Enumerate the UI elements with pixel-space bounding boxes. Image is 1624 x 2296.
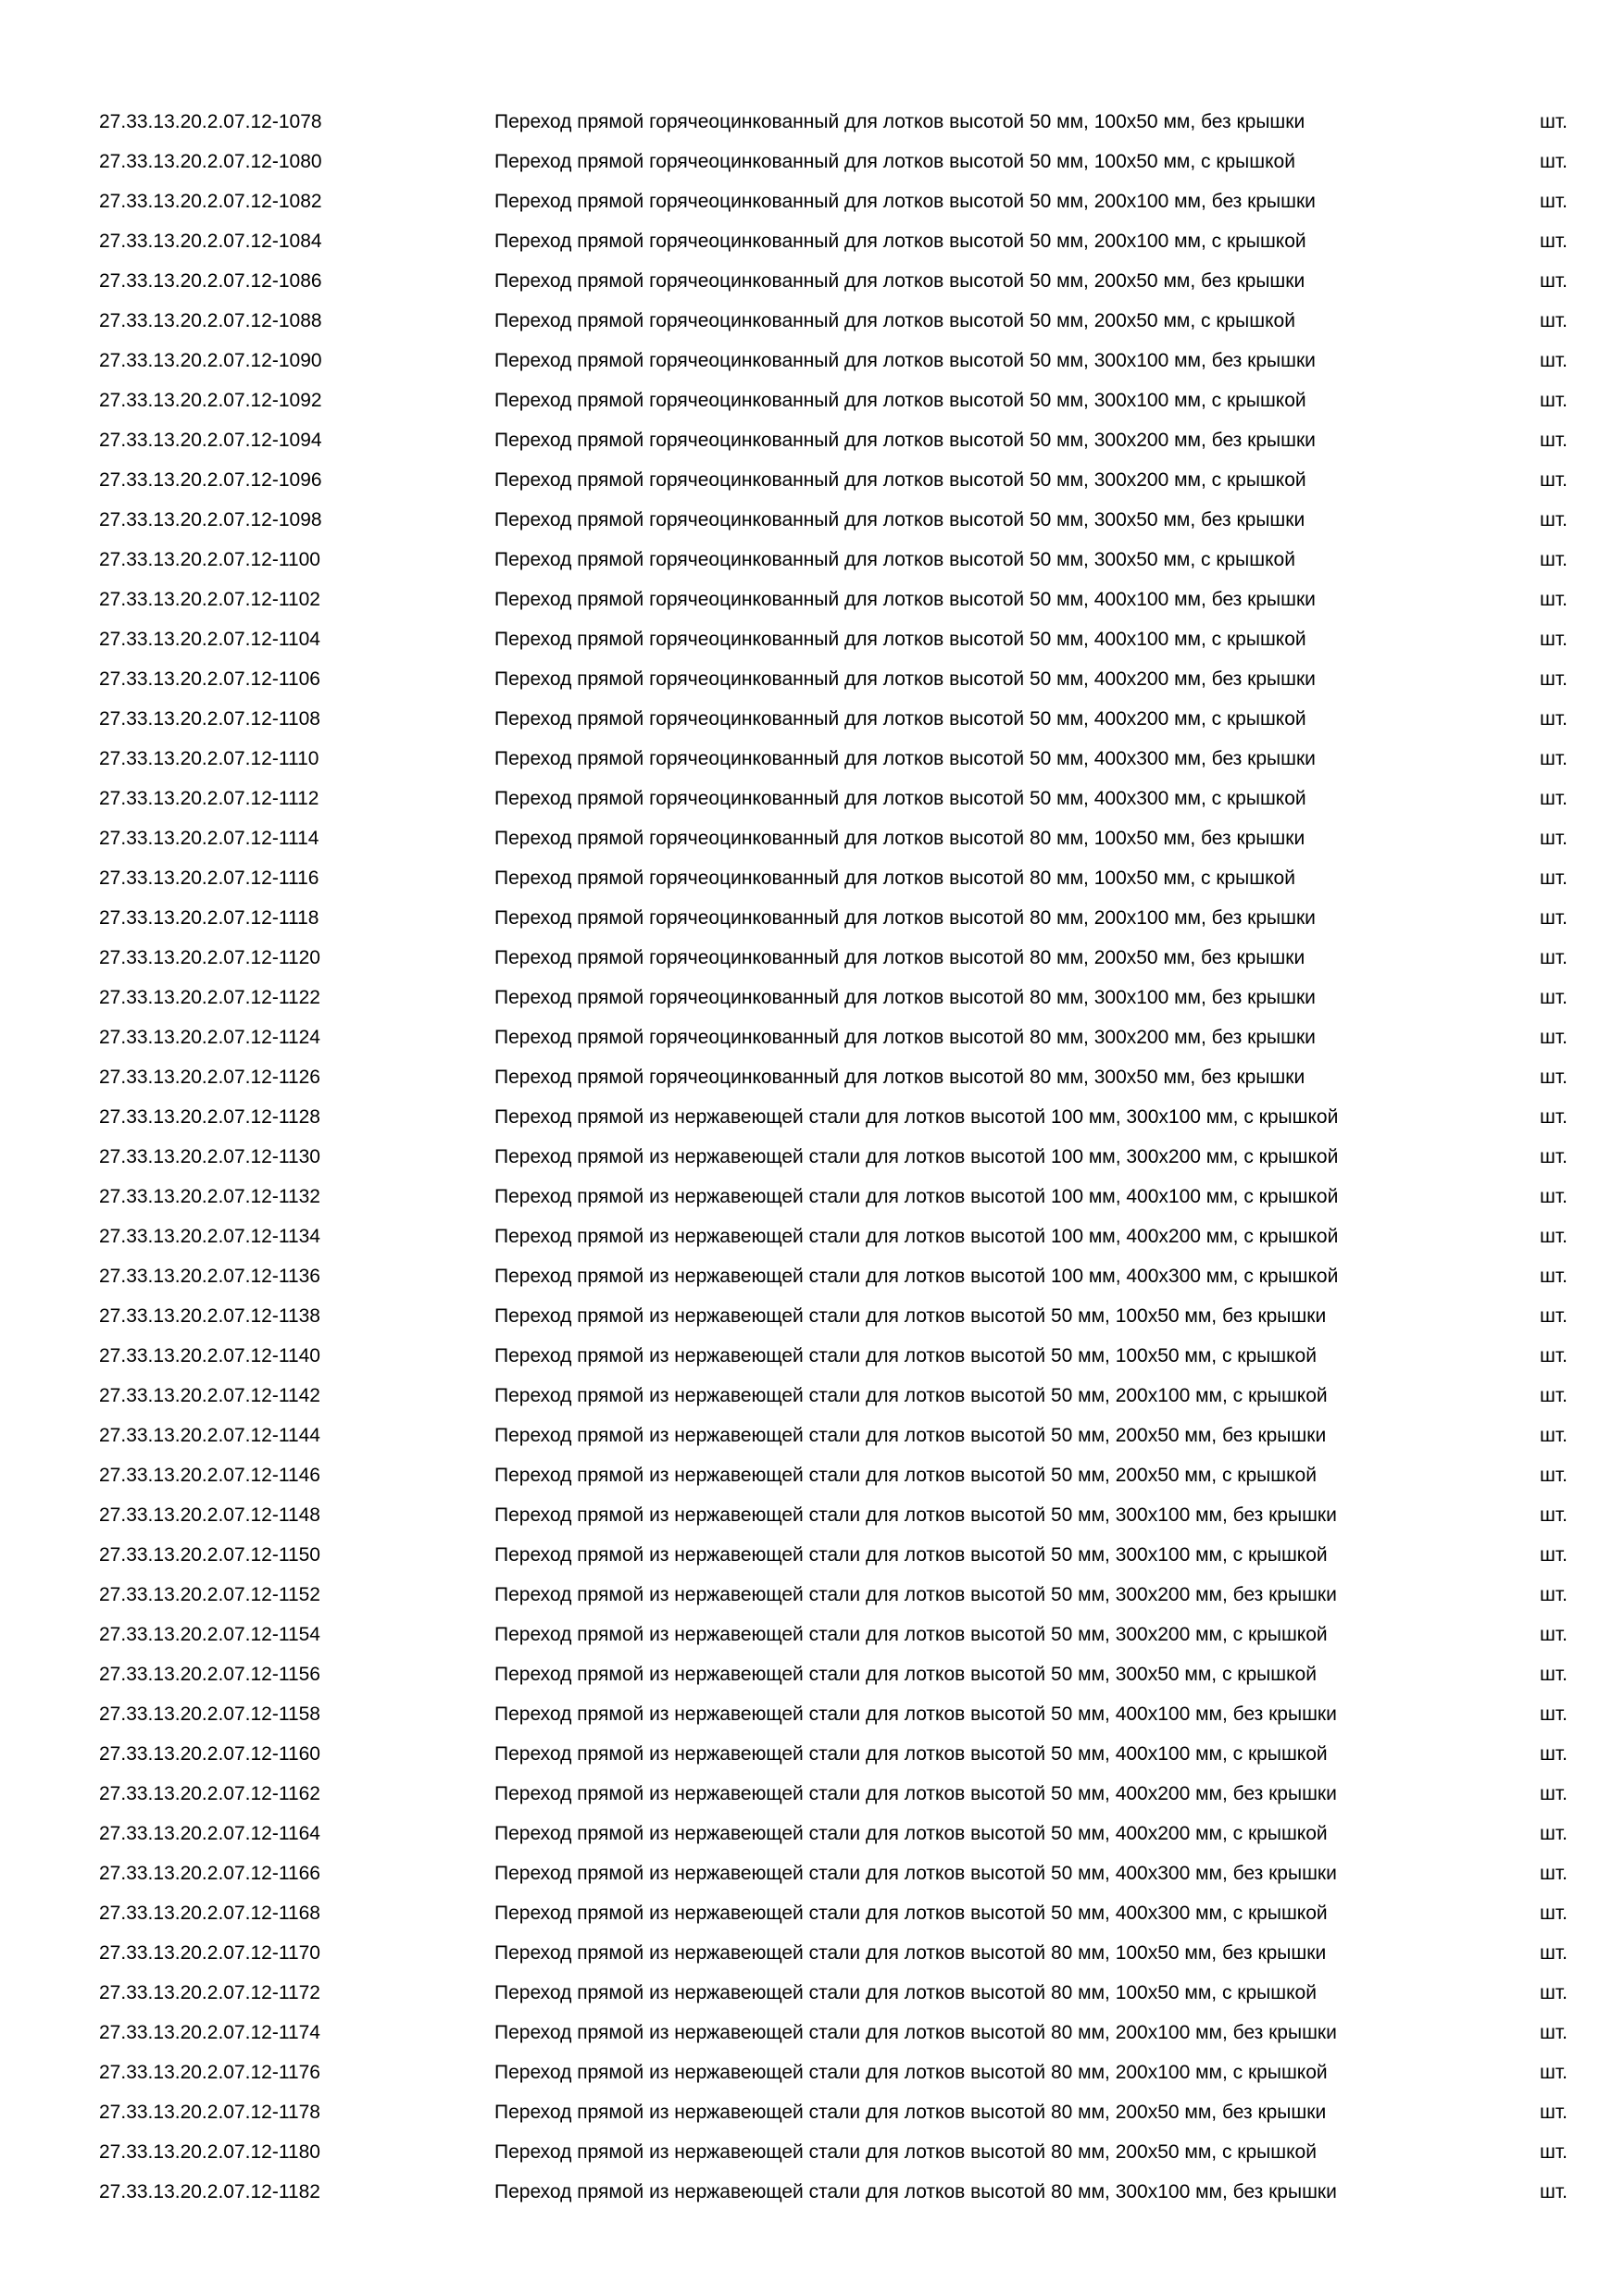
table-row (0, 739, 1624, 779)
item-description: Переход прямой из нержавеющей стали для лотков высотой 80 мм, 200x100 мм, без крышки (494, 2022, 1337, 2043)
item-unit: шт. (1540, 1504, 1568, 1526)
item-description: Переход прямой горячеоцинкованный для лотков высотой 50 мм, 400x300 мм, с крышкой (494, 788, 1306, 809)
item-code: 27.33.13.20.2.07.12-1100 (99, 549, 320, 570)
item-description: Переход прямой из нержавеющей стали для лотков высотой 80 мм, 100x50 мм, с крышкой (494, 1982, 1317, 2003)
item-code: 27.33.13.20.2.07.12-1112 (99, 788, 319, 809)
item-unit: шт. (1540, 1385, 1568, 1406)
item-code: 27.33.13.20.2.07.12-1124 (99, 1027, 320, 1048)
item-code: 27.33.13.20.2.07.12-1094 (99, 430, 322, 451)
table-row (0, 221, 1624, 261)
item-description: Переход прямой горячеоцинкованный для лотков высотой 50 мм, 200x100 мм, без крышки (494, 191, 1316, 212)
item-description: Переход прямой из нержавеющей стали для лотков высотой 80 мм, 200x50 мм, без крышки (494, 2102, 1327, 2123)
item-code: 27.33.13.20.2.07.12-1154 (99, 1624, 320, 1645)
item-description: Переход прямой из нержавеющей стали для лотков высотой 50 мм, 300x100 мм, с крышкой (494, 1544, 1328, 1566)
table-row (0, 1416, 1624, 1455)
item-description: Переход прямой горячеоцинкованный для лотков высотой 50 мм, 300x100 мм, без крышки (494, 350, 1316, 371)
item-code: 27.33.13.20.2.07.12-1160 (99, 1743, 320, 1765)
item-unit: шт. (1540, 1823, 1568, 1844)
item-code: 27.33.13.20.2.07.12-1142 (99, 1385, 320, 1406)
item-code: 27.33.13.20.2.07.12-1180 (99, 2141, 320, 2163)
item-unit: шт. (1540, 231, 1568, 252)
item-description: Переход прямой из нержавеющей стали для лотков высотой 80 мм, 200x50 мм, с крышкой (494, 2141, 1317, 2163)
item-code: 27.33.13.20.2.07.12-1158 (99, 1703, 320, 1725)
table-row (0, 580, 1624, 619)
item-unit: шт. (1540, 629, 1568, 650)
item-code: 27.33.13.20.2.07.12-1120 (99, 947, 320, 968)
item-description: Переход прямой горячеоцинкованный для лотков высотой 50 мм, 300x50 мм, без крышки (494, 509, 1305, 530)
table-row (0, 858, 1624, 898)
item-unit: шт. (1540, 350, 1568, 371)
item-description: Переход прямой из нержавеющей стали для лотков высотой 100 мм, 300x200 мм, с крышкой (494, 1146, 1339, 1167)
table-row (0, 1495, 1624, 1535)
item-unit: шт. (1540, 1783, 1568, 1804)
item-unit: шт. (1540, 2022, 1568, 2043)
table-row (0, 1774, 1624, 1814)
table-row (0, 1535, 1624, 1575)
item-unit: шт. (1540, 589, 1568, 610)
table-row (0, 1694, 1624, 1734)
item-code: 27.33.13.20.2.07.12-1114 (99, 828, 319, 849)
item-description: Переход прямой горячеоцинкованный для лотков высотой 50 мм, 400x200 мм, с крышкой (494, 708, 1306, 730)
item-unit: шт. (1540, 1982, 1568, 2003)
table-row (0, 1217, 1624, 1256)
item-description: Переход прямой из нержавеющей стали для лотков высотой 100 мм, 400x100 мм, с крышкой (494, 1186, 1339, 1207)
table-row (0, 818, 1624, 858)
item-code: 27.33.13.20.2.07.12-1140 (99, 1345, 320, 1366)
item-description: Переход прямой горячеоцинкованный для лотков высотой 80 мм, 200x100 мм, без крышки (494, 907, 1316, 929)
item-code: 27.33.13.20.2.07.12-1106 (99, 668, 320, 690)
item-description: Переход прямой горячеоцинкованный для лотков высотой 80 мм, 100x50 мм, без крышки (494, 828, 1305, 849)
item-unit: шт. (1540, 1743, 1568, 1765)
table-row (0, 938, 1624, 978)
item-code: 27.33.13.20.2.07.12-1128 (99, 1106, 320, 1128)
item-code: 27.33.13.20.2.07.12-1116 (99, 867, 319, 889)
item-unit: шт. (1540, 1903, 1568, 1924)
item-description: Переход прямой из нержавеющей стали для лотков высотой 50 мм, 400x100 мм, без крышки (494, 1703, 1337, 1725)
item-description: Переход прямой горячеоцинкованный для лотков высотой 80 мм, 300x100 мм, без крышки (494, 987, 1316, 1008)
item-unit: шт. (1540, 430, 1568, 451)
item-unit: шт. (1540, 1226, 1568, 1247)
item-unit: шт. (1540, 111, 1568, 132)
item-unit: шт. (1540, 1425, 1568, 1446)
item-unit: шт. (1540, 509, 1568, 530)
item-description: Переход прямой горячеоцинкованный для лотков высотой 50 мм, 400x200 мм, без крышки (494, 668, 1316, 690)
item-code: 27.33.13.20.2.07.12-1108 (99, 708, 320, 730)
item-description: Переход прямой горячеоцинкованный для лотков высотой 50 мм, 400x300 мм, без крышки (494, 748, 1316, 769)
item-code: 27.33.13.20.2.07.12-1130 (99, 1146, 320, 1167)
item-description: Переход прямой горячеоцинкованный для лотков высотой 80 мм, 300x50 мм, без крышки (494, 1067, 1305, 1088)
item-description: Переход прямой из нержавеющей стали для лотков высотой 50 мм, 200x50 мм, с крышкой (494, 1465, 1317, 1486)
item-description: Переход прямой из нержавеющей стали для лотков высотой 50 мм, 200x100 мм, с крышкой (494, 1385, 1328, 1406)
table-row (0, 500, 1624, 540)
item-code: 27.33.13.20.2.07.12-1138 (99, 1305, 320, 1327)
table-row (0, 898, 1624, 938)
item-code: 27.33.13.20.2.07.12-1102 (99, 589, 320, 610)
item-description: Переход прямой горячеоцинкованный для лотков высотой 50 мм, 300x200 мм, без крышки (494, 430, 1316, 451)
table-row (0, 102, 1624, 142)
item-code: 27.33.13.20.2.07.12-1122 (99, 987, 320, 1008)
item-description: Переход прямой из нержавеющей стали для лотков высотой 80 мм, 100x50 мм, без крышки (494, 1942, 1327, 1964)
item-unit: шт. (1540, 1942, 1568, 1964)
item-code: 27.33.13.20.2.07.12-1182 (99, 2181, 320, 2202)
table-row (0, 1853, 1624, 1893)
table-row (0, 2053, 1624, 2092)
item-unit: шт. (1540, 151, 1568, 172)
item-unit: шт. (1540, 947, 1568, 968)
table-row (0, 1734, 1624, 1774)
item-description: Переход прямой из нержавеющей стали для лотков высотой 50 мм, 100x50 мм, с крышкой (494, 1345, 1317, 1366)
item-unit: шт. (1540, 1863, 1568, 1884)
item-unit: шт. (1540, 2141, 1568, 2163)
item-unit: шт. (1540, 867, 1568, 889)
table-row (0, 181, 1624, 221)
item-description: Переход прямой горячеоцинкованный для лотков высотой 50 мм, 300x200 мм, с крышкой (494, 469, 1306, 491)
item-code: 27.33.13.20.2.07.12-1132 (99, 1186, 320, 1207)
table-row (0, 2132, 1624, 2172)
table-row (0, 1296, 1624, 1336)
item-unit: шт. (1540, 1544, 1568, 1566)
item-unit: шт. (1540, 2062, 1568, 2083)
item-code: 27.33.13.20.2.07.12-1088 (99, 310, 322, 331)
item-unit: шт. (1540, 788, 1568, 809)
table-row (0, 301, 1624, 341)
item-unit: шт. (1540, 1106, 1568, 1128)
item-unit: шт. (1540, 310, 1568, 331)
item-description: Переход прямой из нержавеющей стали для лотков высотой 50 мм, 300x200 мм, без крышки (494, 1584, 1337, 1605)
item-description: Переход прямой горячеоцинкованный для лотков высотой 50 мм, 200x100 мм, с крышкой (494, 231, 1306, 252)
table-row (0, 381, 1624, 420)
item-description: Переход прямой из нержавеющей стали для лотков высотой 100 мм, 400x200 мм, с крышкой (494, 1226, 1339, 1247)
table-row (0, 1097, 1624, 1137)
table-row (0, 1814, 1624, 1853)
item-code: 27.33.13.20.2.07.12-1078 (99, 111, 322, 132)
item-unit: шт. (1540, 828, 1568, 849)
item-description: Переход прямой горячеоцинкованный для лотков высотой 50 мм, 400x100 мм, с крышкой (494, 629, 1306, 650)
table-row (0, 659, 1624, 699)
item-description: Переход прямой горячеоцинкованный для лотков высотой 80 мм, 200x50 мм, без крышки (494, 947, 1305, 968)
table-row (0, 1654, 1624, 1694)
item-code: 27.33.13.20.2.07.12-1174 (99, 2022, 320, 2043)
item-description: Переход прямой из нержавеющей стали для лотков высотой 100 мм, 400x300 мм, с крышкой (494, 1266, 1339, 1287)
item-code: 27.33.13.20.2.07.12-1086 (99, 270, 322, 292)
item-unit: шт. (1540, 1664, 1568, 1685)
item-code: 27.33.13.20.2.07.12-1176 (99, 2062, 320, 2083)
price-list-table (0, 102, 1624, 2212)
table-row (0, 978, 1624, 1017)
item-description: Переход прямой из нержавеющей стали для лотков высотой 50 мм, 400x200 мм, без крышки (494, 1783, 1337, 1804)
item-description: Переход прямой горячеоцинкованный для лотков высотой 80 мм, 100x50 мм, с крышкой (494, 867, 1295, 889)
table-row (0, 1575, 1624, 1615)
item-description: Переход прямой из нержавеющей стали для лотков высотой 100 мм, 300x100 мм, с крышкой (494, 1106, 1339, 1128)
item-unit: шт. (1540, 748, 1568, 769)
item-description: Переход прямой горячеоцинкованный для лотков высотой 50 мм, 300x50 мм, с крышкой (494, 549, 1295, 570)
item-code: 27.33.13.20.2.07.12-1170 (99, 1942, 320, 1964)
item-code: 27.33.13.20.2.07.12-1080 (99, 151, 322, 172)
item-code: 27.33.13.20.2.07.12-1110 (99, 748, 319, 769)
item-code: 27.33.13.20.2.07.12-1118 (99, 907, 319, 929)
item-code: 27.33.13.20.2.07.12-1178 (99, 2102, 320, 2123)
item-description: Переход прямой горячеоцинкованный для лотков высотой 80 мм, 300x200 мм, без крышки (494, 1027, 1316, 1048)
item-unit: шт. (1540, 708, 1568, 730)
item-unit: шт. (1540, 1146, 1568, 1167)
item-unit: шт. (1540, 1067, 1568, 1088)
item-description: Переход прямой горячеоцинкованный для лотков высотой 50 мм, 100x50 мм, без крышки (494, 111, 1305, 132)
table-row (0, 1177, 1624, 1217)
item-description: Переход прямой из нержавеющей стали для лотков высотой 50 мм, 300x200 мм, с крышкой (494, 1624, 1328, 1645)
table-row (0, 540, 1624, 580)
item-unit: шт. (1540, 1305, 1568, 1327)
item-description: Переход прямой горячеоцинкованный для лотков высотой 50 мм, 400x100 мм, без крышки (494, 589, 1316, 610)
item-code: 27.33.13.20.2.07.12-1148 (99, 1504, 320, 1526)
item-unit: шт. (1540, 549, 1568, 570)
table-row (0, 1017, 1624, 1057)
item-unit: шт. (1540, 1186, 1568, 1207)
item-unit: шт. (1540, 1465, 1568, 1486)
item-code: 27.33.13.20.2.07.12-1172 (99, 1982, 320, 2003)
item-description: Переход прямой горячеоцинкованный для лотков высотой 50 мм, 100x50 мм, с крышкой (494, 151, 1295, 172)
table-row (0, 1057, 1624, 1097)
table-row (0, 1893, 1624, 1933)
item-code: 27.33.13.20.2.07.12-1144 (99, 1425, 320, 1446)
item-code: 27.33.13.20.2.07.12-1146 (99, 1465, 320, 1486)
item-description: Переход прямой из нержавеющей стали для лотков высотой 50 мм, 200x50 мм, без крышки (494, 1425, 1327, 1446)
item-unit: шт. (1540, 907, 1568, 929)
table-row (0, 619, 1624, 659)
table-row (0, 2013, 1624, 2053)
item-code: 27.33.13.20.2.07.12-1168 (99, 1903, 320, 1924)
item-unit: шт. (1540, 390, 1568, 411)
table-row (0, 341, 1624, 381)
item-code: 27.33.13.20.2.07.12-1166 (99, 1863, 320, 1884)
item-description: Переход прямой из нержавеющей стали для лотков высотой 50 мм, 400x100 мм, с крышкой (494, 1743, 1328, 1765)
item-description: Переход прямой из нержавеющей стали для лотков высотой 50 мм, 400x200 мм, с крышкой (494, 1823, 1328, 1844)
item-unit: шт. (1540, 668, 1568, 690)
item-description: Переход прямой горячеоцинкованный для лотков высотой 50 мм, 200x50 мм, с крышкой (494, 310, 1295, 331)
item-code: 27.33.13.20.2.07.12-1084 (99, 231, 322, 252)
item-code: 27.33.13.20.2.07.12-1092 (99, 390, 322, 411)
item-code: 27.33.13.20.2.07.12-1126 (99, 1067, 320, 1088)
table-row (0, 261, 1624, 301)
table-row (0, 699, 1624, 739)
table-row (0, 142, 1624, 181)
table-row (0, 1336, 1624, 1376)
item-description: Переход прямой горячеоцинкованный для лотков высотой 50 мм, 200x50 мм, без крышки (494, 270, 1305, 292)
table-row (0, 460, 1624, 500)
table-row (0, 1256, 1624, 1296)
item-unit: шт. (1540, 2181, 1568, 2202)
item-unit: шт. (1540, 1266, 1568, 1287)
table-row (0, 1973, 1624, 2013)
table-row (0, 1137, 1624, 1177)
item-code: 27.33.13.20.2.07.12-1156 (99, 1664, 320, 1685)
item-description: Переход прямой из нержавеющей стали для лотков высотой 50 мм, 100x50 мм, без крышки (494, 1305, 1327, 1327)
item-code: 27.33.13.20.2.07.12-1136 (99, 1266, 320, 1287)
item-code: 27.33.13.20.2.07.12-1152 (99, 1584, 320, 1605)
item-unit: шт. (1540, 191, 1568, 212)
item-code: 27.33.13.20.2.07.12-1164 (99, 1823, 320, 1844)
item-unit: шт. (1540, 1584, 1568, 1605)
item-code: 27.33.13.20.2.07.12-1096 (99, 469, 322, 491)
item-description: Переход прямой из нержавеющей стали для лотков высотой 80 мм, 300x100 мм, без крышки (494, 2181, 1337, 2202)
item-unit: шт. (1540, 2102, 1568, 2123)
table-row (0, 2092, 1624, 2132)
item-code: 27.33.13.20.2.07.12-1134 (99, 1226, 320, 1247)
item-description: Переход прямой из нержавеющей стали для лотков высотой 50 мм, 400x300 мм, без крышки (494, 1863, 1337, 1884)
item-unit: шт. (1540, 469, 1568, 491)
item-unit: шт. (1540, 1345, 1568, 1366)
table-row (0, 1455, 1624, 1495)
item-unit: шт. (1540, 1624, 1568, 1645)
item-unit: шт. (1540, 270, 1568, 292)
item-code: 27.33.13.20.2.07.12-1098 (99, 509, 322, 530)
item-description: Переход прямой из нержавеющей стали для лотков высотой 80 мм, 200x100 мм, с крышкой (494, 2062, 1328, 2083)
item-code: 27.33.13.20.2.07.12-1082 (99, 191, 322, 212)
item-description: Переход прямой горячеоцинкованный для лотков высотой 50 мм, 300x100 мм, с крышкой (494, 390, 1306, 411)
table-row (0, 2172, 1624, 2212)
item-unit: шт. (1540, 987, 1568, 1008)
item-code: 27.33.13.20.2.07.12-1090 (99, 350, 322, 371)
table-row (0, 420, 1624, 460)
item-description: Переход прямой из нержавеющей стали для лотков высотой 50 мм, 300x50 мм, с крышкой (494, 1664, 1317, 1685)
item-code: 27.33.13.20.2.07.12-1162 (99, 1783, 320, 1804)
item-unit: шт. (1540, 1027, 1568, 1048)
item-code: 27.33.13.20.2.07.12-1150 (99, 1544, 320, 1566)
table-row (0, 1376, 1624, 1416)
table-row (0, 1933, 1624, 1973)
table-row (0, 779, 1624, 818)
item-unit: шт. (1540, 1703, 1568, 1725)
item-description: Переход прямой из нержавеющей стали для лотков высотой 50 мм, 300x100 мм, без крышки (494, 1504, 1337, 1526)
item-code: 27.33.13.20.2.07.12-1104 (99, 629, 320, 650)
item-description: Переход прямой из нержавеющей стали для лотков высотой 50 мм, 400x300 мм, с крышкой (494, 1903, 1328, 1924)
table-row (0, 1615, 1624, 1654)
